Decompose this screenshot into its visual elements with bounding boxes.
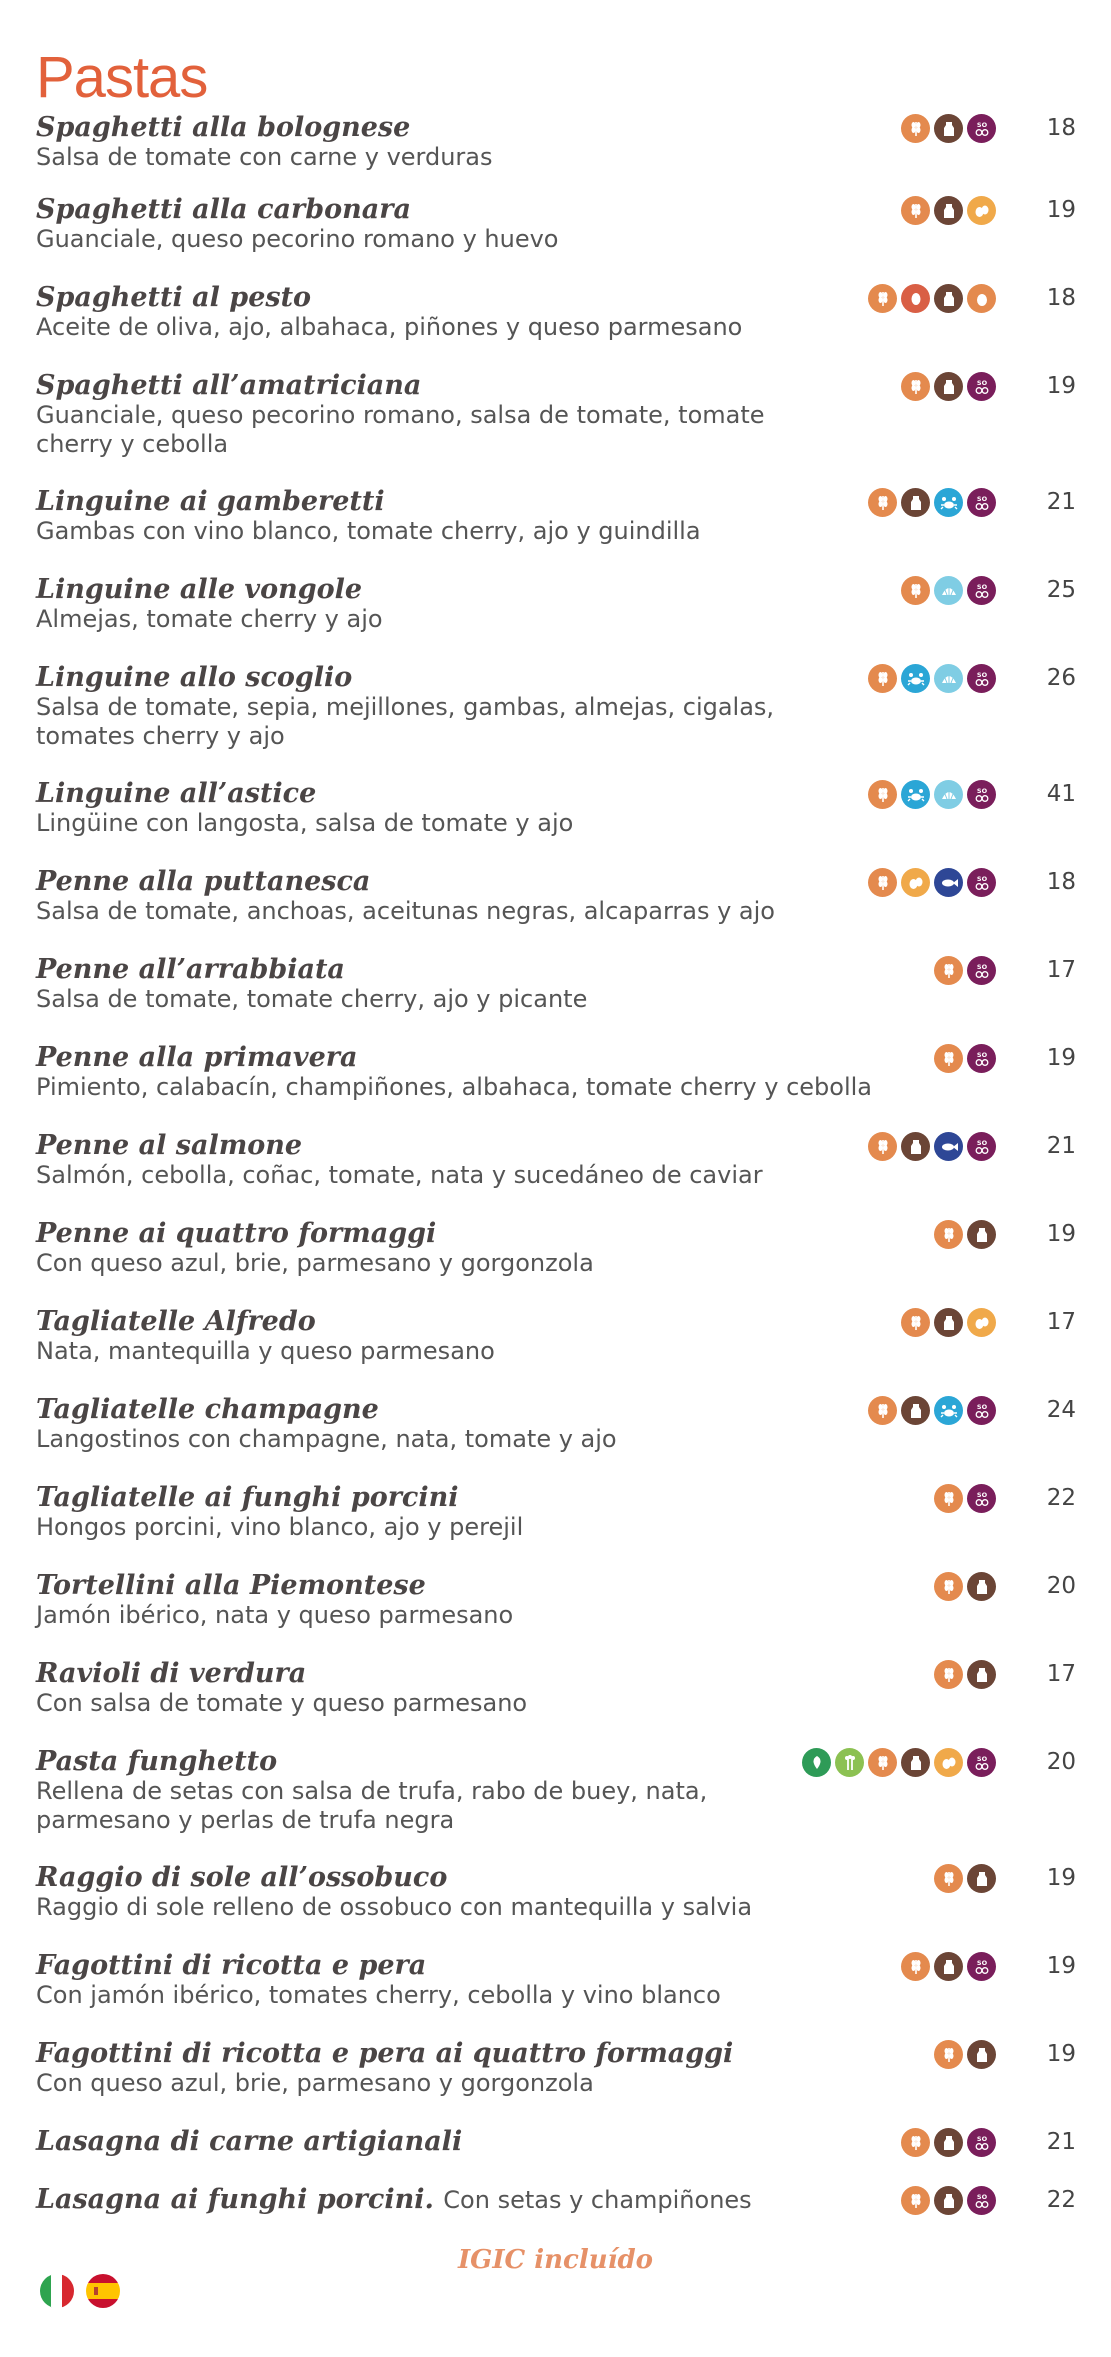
menu-item xyxy=(36,112,1076,194)
crust-allergen-icon xyxy=(901,664,930,693)
menu-item xyxy=(36,282,1076,370)
dish-price: 21 xyxy=(1046,489,1076,515)
dish-description: Salsa de tomate, tomate cherry, ajo y picante xyxy=(36,985,588,1013)
milk-allergen-icon xyxy=(901,1396,930,1425)
menu-item xyxy=(36,954,1076,1042)
menu-item xyxy=(36,778,1076,866)
dish-price: 18 xyxy=(1046,285,1076,311)
sulph-allergen-icon xyxy=(967,868,996,897)
allergen-icons xyxy=(868,284,996,313)
dish-description: Con jamón ibérico, tomates cherry, cebolla y vino blanco xyxy=(36,1981,721,2009)
dish-price: 20 xyxy=(1046,1573,1076,1599)
menu-item xyxy=(36,1570,1076,1658)
italy-flag-icon[interactable] xyxy=(40,2274,74,2308)
allergen-icons xyxy=(901,1308,996,1337)
allergen-icons xyxy=(901,1952,996,1981)
menu-item xyxy=(36,1950,1076,2038)
dish-price: 17 xyxy=(1046,957,1076,983)
menu-item xyxy=(36,1482,1076,1570)
dish-name: Linguine all’astice xyxy=(36,778,317,809)
gluten-allergen-icon xyxy=(934,1660,963,1689)
dish-name: Spaghetti al pesto xyxy=(36,282,312,313)
allergen-icons xyxy=(901,372,996,401)
allergen-icons xyxy=(868,488,996,517)
allergen-icons xyxy=(934,1572,996,1601)
dish-description: Lingüine con langosta, salsa de tomate y ajo xyxy=(36,809,574,837)
menu-item xyxy=(36,486,1076,574)
milk-allergen-icon xyxy=(934,284,963,313)
dish-name: Lasagna ai funghi porcini. xyxy=(36,2184,434,2215)
menu-item xyxy=(36,1042,1076,1130)
egg-allergen-icon xyxy=(967,196,996,225)
dish-description: Nata, mantequilla y queso parmesano xyxy=(36,1337,495,1365)
gluten-allergen-icon xyxy=(901,576,930,605)
gluten-allergen-icon xyxy=(934,1484,963,1513)
sulph-allergen-icon xyxy=(967,2186,996,2215)
allergen-icons xyxy=(868,1132,996,1161)
gluten-allergen-icon xyxy=(868,868,897,897)
svg-text:SO: SO xyxy=(976,1754,987,1763)
svg-text:SO: SO xyxy=(976,1958,987,1967)
dish-description: Jamón ibérico, nata y queso parmesano xyxy=(36,1601,514,1629)
svg-text:SO: SO xyxy=(976,494,987,503)
sulph-allergen-icon xyxy=(967,488,996,517)
milk-allergen-icon xyxy=(967,1220,996,1249)
milk-allergen-icon xyxy=(934,1308,963,1337)
nuts-allergen-icon xyxy=(967,284,996,313)
veg-allergen-icon xyxy=(802,1748,831,1777)
dish-description: Salsa de tomate, anchoas, aceitunas negras, alcaparras y ajo xyxy=(36,897,775,925)
menu-item xyxy=(36,1130,1076,1218)
menu-item xyxy=(36,1306,1076,1394)
allergen-icons xyxy=(934,956,996,985)
sulph-allergen-icon xyxy=(967,1952,996,1981)
menu-item xyxy=(36,2184,1076,2242)
almond-allergen-icon xyxy=(901,284,930,313)
dish-name: Spaghetti alla carbonara xyxy=(36,194,411,225)
svg-text:SO: SO xyxy=(976,670,987,679)
gluten-allergen-icon xyxy=(868,664,897,693)
dish-name: Tagliatelle Alfredo xyxy=(36,1306,316,1337)
allergen-icons xyxy=(934,1660,996,1689)
dish-description: Aceite de oliva, ajo, albahaca, piñones y queso parmesano xyxy=(36,313,743,341)
dish-price: 41 xyxy=(1046,781,1076,807)
menu-item xyxy=(36,1218,1076,1306)
dish-price: 19 xyxy=(1046,197,1076,223)
svg-text:SO: SO xyxy=(976,1138,987,1147)
dish-description: Raggio di sole relleno de ossobuco con mantequilla y salvia xyxy=(36,1893,753,1921)
page-title: Pastas xyxy=(36,45,208,110)
menu-item xyxy=(36,1658,1076,1746)
menu-item xyxy=(36,370,1076,486)
allergen-icons xyxy=(868,868,996,897)
dish-description: Langostinos con champagne, nata, tomate y ajo xyxy=(36,1425,617,1453)
milk-allergen-icon xyxy=(934,372,963,401)
dish-price: 19 xyxy=(1046,2041,1076,2067)
dish-name: Spaghetti alla bolognese xyxy=(36,112,411,143)
sulph-allergen-icon xyxy=(967,576,996,605)
svg-text:SO: SO xyxy=(976,1050,987,1059)
dish-description: Salmón, cebolla, coñac, tomate, nata y sucedáneo de caviar xyxy=(36,1161,763,1189)
dish-description: Guanciale, queso pecorino romano y huevo xyxy=(36,225,559,253)
allergen-icons xyxy=(901,576,996,605)
milk-allergen-icon xyxy=(967,1572,996,1601)
dish-price: 22 xyxy=(1046,2187,1076,2213)
gluten-allergen-icon xyxy=(868,1396,897,1425)
dish-name: Penne al salmone xyxy=(36,1130,303,1161)
dish-description: Pimiento, calabacín, champiñones, albahaca, tomate cherry y cebolla xyxy=(36,1073,873,1101)
fish-allergen-icon xyxy=(934,1132,963,1161)
dish-price: 22 xyxy=(1046,1485,1076,1511)
dish-description: Rellena de setas con salsa de trufa, rabo de buey, nata, parmesano y perlas de trufa negra xyxy=(36,1777,708,1834)
milk-allergen-icon xyxy=(934,2186,963,2215)
menu-item xyxy=(36,2038,1076,2126)
dish-description: Hongos porcini, vino blanco, ajo y perejil xyxy=(36,1513,524,1541)
dish-price: 19 xyxy=(1046,1953,1076,1979)
svg-text:SO: SO xyxy=(976,1402,987,1411)
milk-allergen-icon xyxy=(901,1132,930,1161)
dish-name: Pasta funghetto xyxy=(36,1746,278,1777)
dish-name: Linguine ai gamberetti xyxy=(36,486,385,517)
allergen-icons xyxy=(934,2040,996,2069)
menu-item xyxy=(36,1394,1076,1482)
sulph-allergen-icon xyxy=(967,664,996,693)
gluten-allergen-icon xyxy=(901,1952,930,1981)
dish-name: Penne alla puttanesca xyxy=(36,866,371,897)
dish-name: Ravioli di verdura xyxy=(36,1658,307,1689)
sulph-allergen-icon xyxy=(967,1132,996,1161)
dish-description: Con salsa de tomate y queso parmesano xyxy=(36,1689,528,1717)
dish-name: Tagliatelle ai funghi porcini xyxy=(36,1482,459,1513)
dish-name: Spaghetti all’amatriciana xyxy=(36,370,422,401)
dish-price: 19 xyxy=(1046,1221,1076,1247)
tax-note: IGIC incluído xyxy=(457,2245,654,2275)
gluten-allergen-icon xyxy=(901,114,930,143)
allergen-icons xyxy=(934,1484,996,1513)
svg-text:SO: SO xyxy=(976,378,987,387)
allergen-icons xyxy=(901,114,996,143)
fish-allergen-icon xyxy=(934,868,963,897)
dish-description: Salsa de tomate con carne y verduras xyxy=(36,143,493,171)
crust-allergen-icon xyxy=(934,488,963,517)
allergen-icons xyxy=(868,664,996,693)
mollusc-allergen-icon xyxy=(934,576,963,605)
dish-price: 24 xyxy=(1046,1397,1076,1423)
sulph-allergen-icon xyxy=(967,372,996,401)
dish-price: 17 xyxy=(1046,1309,1076,1335)
gluten-allergen-icon xyxy=(934,2040,963,2069)
dish-description: Con queso azul, brie, parmesano y gorgonzola xyxy=(36,1249,594,1277)
allergen-icons xyxy=(802,1748,996,1777)
gluten-allergen-icon xyxy=(901,2128,930,2157)
milk-allergen-icon xyxy=(901,488,930,517)
dish-name: Tagliatelle champagne xyxy=(36,1394,379,1425)
dish-price: 19 xyxy=(1046,373,1076,399)
svg-text:SO: SO xyxy=(976,2192,987,2201)
menu-item xyxy=(36,574,1076,662)
sulph-allergen-icon xyxy=(967,1044,996,1073)
dish-name: Tortellini alla Piemontese xyxy=(36,1570,426,1601)
mollusc-allergen-icon xyxy=(934,780,963,809)
menu-item xyxy=(36,1746,1076,1862)
allergen-icons xyxy=(901,2128,996,2157)
dish-price: 18 xyxy=(1046,115,1076,141)
gluten-allergen-icon xyxy=(901,196,930,225)
allergen-icons xyxy=(901,2186,996,2215)
milk-allergen-icon xyxy=(967,2040,996,2069)
gluten-allergen-icon xyxy=(934,1572,963,1601)
gluten-allergen-icon xyxy=(934,1044,963,1073)
language-flags xyxy=(40,2274,120,2308)
menu-item xyxy=(36,194,1076,282)
allergen-icons xyxy=(868,1396,996,1425)
egg-allergen-icon xyxy=(967,1308,996,1337)
dish-price: 19 xyxy=(1046,1045,1076,1071)
allergen-icons xyxy=(901,196,996,225)
egg-allergen-icon xyxy=(901,868,930,897)
dish-name: Penne ai quattro formaggi xyxy=(36,1218,437,1249)
dish-description: Con queso azul, brie, parmesano y gorgonzola xyxy=(36,2069,594,2097)
sulph-allergen-icon xyxy=(967,1748,996,1777)
gluten-allergen-icon xyxy=(868,1748,897,1777)
mollusc-allergen-icon xyxy=(934,664,963,693)
milk-allergen-icon xyxy=(934,2128,963,2157)
allergen-icons xyxy=(868,780,996,809)
dish-price: 19 xyxy=(1046,1865,1076,1891)
svg-text:SO: SO xyxy=(976,120,987,129)
svg-text:SO: SO xyxy=(976,962,987,971)
menu-item xyxy=(36,662,1076,778)
dish-name: Penne all’arrabbiata xyxy=(36,954,345,985)
gluten-allergen-icon xyxy=(901,1308,930,1337)
dish-price: 26 xyxy=(1046,665,1076,691)
milk-allergen-icon xyxy=(901,1748,930,1777)
dish-name: Raggio di sole all’ossobuco xyxy=(36,1862,448,1893)
celery-allergen-icon xyxy=(835,1748,864,1777)
dish-name: Fagottini di ricotta e pera ai quattro formaggi xyxy=(36,2038,734,2069)
svg-text:SO: SO xyxy=(976,2134,987,2143)
dish-description: Guanciale, queso pecorino romano, salsa de tomate, tomate cherry y cebolla xyxy=(36,401,765,458)
sulph-allergen-icon xyxy=(967,780,996,809)
menu-item xyxy=(36,866,1076,954)
svg-text:SO: SO xyxy=(976,874,987,883)
spain-flag-icon[interactable] xyxy=(86,2274,120,2308)
crust-allergen-icon xyxy=(901,780,930,809)
dish-description: Almejas, tomate cherry y ajo xyxy=(36,605,383,633)
gluten-allergen-icon xyxy=(868,488,897,517)
dish-price: 20 xyxy=(1046,1749,1076,1775)
gluten-allergen-icon xyxy=(868,780,897,809)
svg-text:SO: SO xyxy=(976,582,987,591)
gluten-allergen-icon xyxy=(901,372,930,401)
sulph-allergen-icon xyxy=(967,2128,996,2157)
gluten-allergen-icon xyxy=(934,956,963,985)
svg-text:SO: SO xyxy=(976,786,987,795)
milk-allergen-icon xyxy=(934,196,963,225)
gluten-allergen-icon xyxy=(934,1864,963,1893)
menu-item xyxy=(36,1862,1076,1950)
milk-allergen-icon xyxy=(934,1952,963,1981)
milk-allergen-icon xyxy=(967,1660,996,1689)
dish-price: 25 xyxy=(1046,577,1076,603)
sulph-allergen-icon xyxy=(967,1484,996,1513)
gluten-allergen-icon xyxy=(868,284,897,313)
dish-price: 21 xyxy=(1046,2129,1076,2155)
gluten-allergen-icon xyxy=(934,1220,963,1249)
allergen-icons xyxy=(934,1220,996,1249)
dish-name: Linguine allo scoglio xyxy=(36,662,353,693)
sulph-allergen-icon xyxy=(967,956,996,985)
egg-allergen-icon xyxy=(934,1748,963,1777)
gluten-allergen-icon xyxy=(901,2186,930,2215)
milk-allergen-icon xyxy=(934,114,963,143)
dish-price: 18 xyxy=(1046,869,1076,895)
dish-description: Salsa de tomate, sepia, mejillones, gambas, almejas, cigalas, tomates cherry y ajo xyxy=(36,693,775,750)
milk-allergen-icon xyxy=(967,1864,996,1893)
menu-item xyxy=(36,2126,1076,2184)
dish-description: Gambas con vino blanco, tomate cherry, ajo y guindilla xyxy=(36,517,701,545)
allergen-icons xyxy=(934,1864,996,1893)
dish-name: Fagottini di ricotta e pera xyxy=(36,1950,427,1981)
sulph-allergen-icon xyxy=(967,114,996,143)
dish-name: Lasagna di carne artigianali xyxy=(36,2126,463,2157)
dish-name: Penne alla primavera xyxy=(36,1042,358,1073)
dish-price: 21 xyxy=(1046,1133,1076,1159)
gluten-allergen-icon xyxy=(868,1132,897,1161)
svg-text:SO: SO xyxy=(976,1490,987,1499)
sulph-allergen-icon xyxy=(967,1396,996,1425)
pasta-menu-list xyxy=(36,112,1076,2242)
dish-description: Con setas y champiñones xyxy=(443,2186,752,2214)
crust-allergen-icon xyxy=(934,1396,963,1425)
dish-price: 17 xyxy=(1046,1661,1076,1687)
dish-name: Linguine alle vongole xyxy=(36,574,363,605)
allergen-icons xyxy=(934,1044,996,1073)
